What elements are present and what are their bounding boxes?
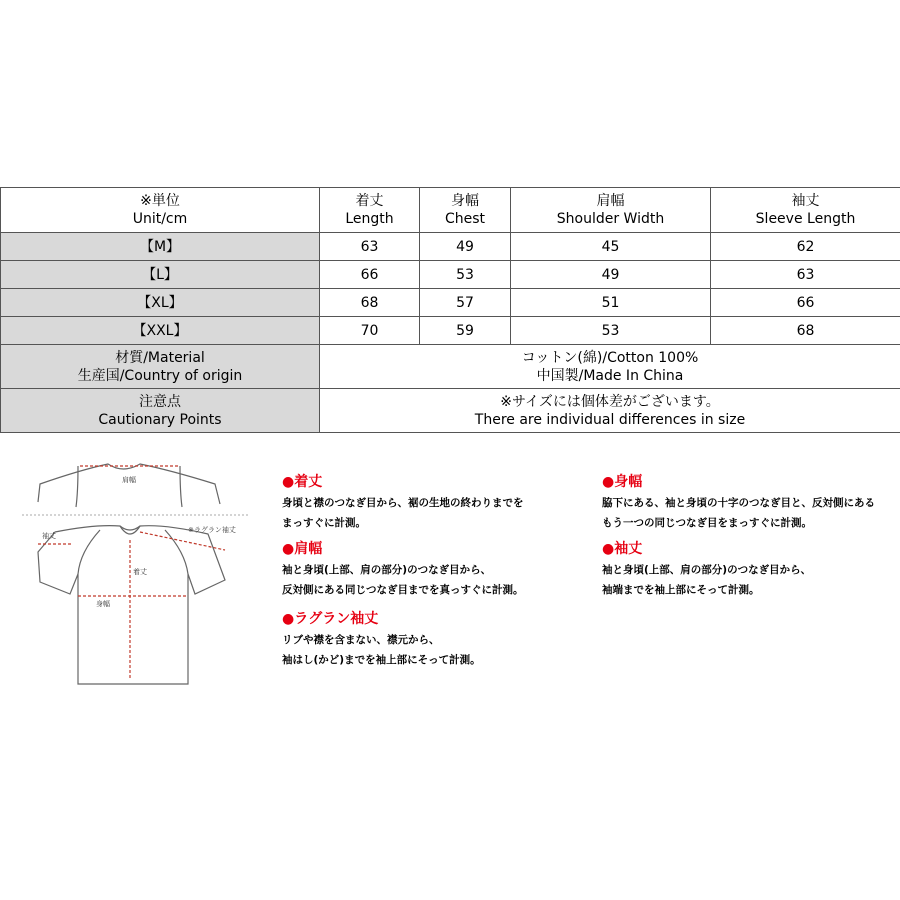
material-label: 材質/Material	[115, 349, 205, 366]
caution-label-cell	[1, 389, 320, 433]
unit-en: Unit/cm	[132, 211, 188, 227]
caution-row	[1, 389, 900, 433]
column-header-en: Chest	[444, 211, 486, 227]
size-label-cell: 【L】	[1, 261, 320, 289]
note-body	[282, 493, 524, 533]
value-cell: 53	[420, 261, 511, 289]
note-length	[282, 473, 524, 533]
note-line: 身頃と襟のつなぎ目から、裾の生地の終わりまでを	[282, 497, 524, 509]
note-shoulder-width	[282, 540, 524, 600]
note-line: 袖と身頃(上部、肩の部分)のつなぎ目から、	[282, 564, 492, 576]
note-line: 袖はし(かど)までを袖上部にそって計測。	[282, 654, 481, 666]
column-header-shoulder-width	[511, 188, 711, 233]
caution-value-jp: ※サイズには個体差がございます。	[500, 393, 720, 410]
value-cell: 63	[711, 261, 900, 289]
material-label-cell	[1, 345, 320, 389]
value-cell: 68	[711, 317, 900, 345]
column-header-en: Sleeve Length	[755, 211, 856, 227]
note-line: まっすぐに計測。	[282, 517, 366, 529]
size-label-cell: 【M】	[1, 233, 320, 261]
column-header-en: Length	[345, 211, 394, 227]
column-header-length	[320, 188, 420, 233]
note-title-text: ラグラン袖丈	[294, 611, 379, 627]
tshirt-back-outline	[38, 464, 220, 507]
column-header-jp: 肩幅	[596, 193, 625, 209]
size-label-cell: 【XXL】	[1, 317, 320, 345]
note-sleeve-length	[602, 540, 811, 600]
measurement-diagram	[20, 452, 250, 692]
note-line: 反対側にある同じつなぎ目までを真っすぐに計測。	[282, 584, 524, 596]
table-header-row	[1, 188, 900, 233]
bullet-dot-icon: ●	[282, 474, 295, 490]
value-cell: 57	[420, 289, 511, 317]
value-cell: 70	[320, 317, 420, 345]
size-label-cell: 【XL】	[1, 289, 320, 317]
material-value-cell	[320, 345, 900, 389]
caution-label-en: Cautionary Points	[98, 411, 222, 428]
note-chest	[602, 473, 875, 533]
value-cell: 68	[320, 289, 420, 317]
table-row	[1, 261, 900, 289]
column-header-en: Shoulder Width	[556, 211, 665, 227]
value-cell: 49	[511, 261, 711, 289]
caution-value-cell	[320, 389, 900, 433]
value-cell: 45	[511, 233, 711, 261]
note-line: 袖と身頃(上部、肩の部分)のつなぎ目から、	[602, 564, 812, 576]
table-row	[1, 289, 900, 317]
value-cell: 63	[320, 233, 420, 261]
note-title	[602, 473, 875, 491]
tshirt-front-outline	[38, 526, 225, 684]
caution-label-jp: 注意点	[139, 393, 181, 410]
raglan-sleeve-line	[140, 532, 225, 550]
bullet-dot-icon: ●	[282, 541, 295, 557]
origin-label: 生産国/Country of origin	[77, 367, 243, 384]
bullet-dot-icon: ●	[602, 474, 615, 490]
note-title-text: 袖丈	[614, 541, 643, 557]
column-header-sleeve-length	[711, 188, 900, 233]
table-row	[1, 317, 900, 345]
tshirt-diagram	[20, 452, 250, 692]
value-cell: 59	[420, 317, 511, 345]
note-body	[602, 493, 875, 533]
note-title	[282, 610, 481, 628]
sleeve-length-label: 袖丈	[42, 532, 56, 540]
size-table	[0, 187, 900, 433]
table-row	[1, 233, 900, 261]
note-body	[602, 560, 811, 600]
note-line: 袖端までを袖上部にそって計測。	[602, 584, 760, 596]
note-line: もう一つの同じつなぎ目をまっすぐに計測。	[602, 517, 812, 529]
value-cell: 53	[511, 317, 711, 345]
note-title	[282, 473, 524, 491]
raglan-sleeve-label: ※ラグラン袖丈	[188, 526, 236, 534]
note-line: リブや襟を含まない、襟元から、	[282, 634, 440, 646]
note-line: 脇下にある、袖と身頃の十字のつなぎ目と、反対側にある	[602, 497, 875, 509]
column-header-jp: 袖丈	[791, 193, 820, 209]
column-header-jp: 着丈	[355, 193, 384, 209]
note-body	[282, 560, 524, 600]
unit-header-cell	[1, 188, 320, 233]
value-cell: 49	[420, 233, 511, 261]
length-label: 着丈	[133, 568, 147, 576]
note-title-text: 身幅	[614, 474, 643, 490]
bullet-dot-icon: ●	[282, 611, 295, 627]
value-cell: 66	[711, 289, 900, 317]
column-header-chest	[420, 188, 511, 233]
value-cell: 51	[511, 289, 711, 317]
shoulder-width-label: 肩幅	[122, 476, 136, 484]
note-body	[282, 630, 481, 670]
material-value: コットン(綿)/Cotton 100%	[521, 349, 699, 366]
value-cell: 66	[320, 261, 420, 289]
bullet-dot-icon: ●	[602, 541, 615, 557]
caution-value-en: There are individual differences in size	[474, 411, 746, 428]
note-title-text: 肩幅	[294, 541, 323, 557]
note-title-text: 着丈	[294, 474, 323, 490]
value-cell: 62	[711, 233, 900, 261]
chest-label: 身幅	[96, 600, 110, 608]
note-title	[602, 540, 811, 558]
column-header-jp: 身幅	[451, 193, 479, 209]
note-raglan-sleeve	[282, 610, 481, 670]
unit-jp: ※単位	[140, 193, 180, 209]
note-title	[282, 540, 524, 558]
origin-value: 中国製/Made In China	[536, 367, 684, 384]
material-row	[1, 345, 900, 389]
